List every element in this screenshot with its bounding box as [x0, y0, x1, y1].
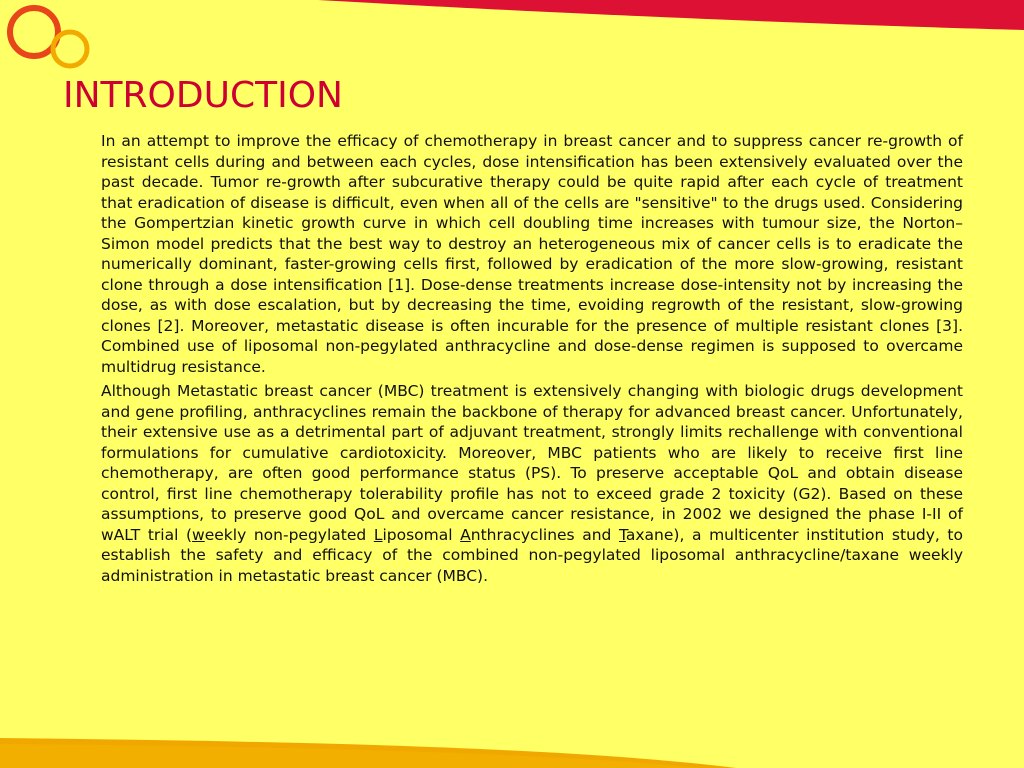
acronym-letter-w: w [192, 525, 205, 544]
paragraph-text-c: iposomal [382, 525, 461, 544]
slide-title: INTRODUCTION [63, 75, 343, 116]
logo-circle-orange [53, 32, 87, 66]
slide-body [101, 131, 963, 590]
paragraph-text-e: axane), a multicenter institution study, to establish the safety and efficacy of the combined non-pegylated liposomal anthracycline/taxane weekly administration in metastatic breast cancer (MBC). [101, 525, 963, 585]
paragraph-walt-trial [101, 381, 963, 586]
acronym-letter-a: A [460, 525, 471, 544]
paragraph-text-b: eekly non-pegylated [204, 525, 374, 544]
paragraph-text-a: Although Metastatic breast cancer (MBC) treatment is extensively changing with biologic drugs development and gene profiling, anthracyclines remain the backbone of therapy for advanced breast cancer. Unfortunately, their extensive use as a detrimental part of adjuvant treatment, strongly limits rechallenge with conventional formulations for cumulative cardiotoxicity. Moreover, MBC patients who are likely to receive first line chemotherapy, are often good performance status (PS). To preserve acceptable QoL and obtain disease control, first line chemotherapy tolerability profile has not to exceed grade 2 toxicity (G2). Based on these assumptions, to preserve good QoL and overcame cancer resistance, in 2002 we designed the phase I-II of wALT trial ( [101, 382, 963, 544]
top-banner-swoosh [318, 0, 1024, 30]
paragraph-intro: In an attempt to improve the efficacy of chemotherapy in breast cancer and to suppress cancer re-growth of resistant cells during and between each cycles, dose intensification has been extensively evaluated over the past decade. Tumor re-growth after subcurative therapy could be quite rapid after each cycle of treatment that eradication of disease is difficult, even when all of the cells are "sensitive" to the drugs used. Considering the Gompertzian kinetic growth curve in which cell doubling time increases with tumour size, the Norton–Simon model predicts that the best way to destroy an heterogeneous mix of cancer cells is to eradicate the numerically dominant, faster-growing cells first, followed by eradication of the more slow-growing, resistant clone through a dose intensification [1]. Dose-dense treatments increase dose-intensity not by increasing the dose, as with dose escalation, but by decreasing the time, evoiding regrowth of the resistant, slow-growing clones [2]. Moreover, metastatic disease is often incurable for the presence of multiple resistant clones [3]. Combined use of liposomal non-pegylated anthracycline and dose-dense regimen is supposed to overcame multidrug resistance. [101, 132, 963, 376]
acronym-letter-t: T [618, 525, 626, 544]
acronym-letter-l: L [373, 525, 383, 544]
paragraph-text-d: nthracyclines and [470, 525, 619, 544]
